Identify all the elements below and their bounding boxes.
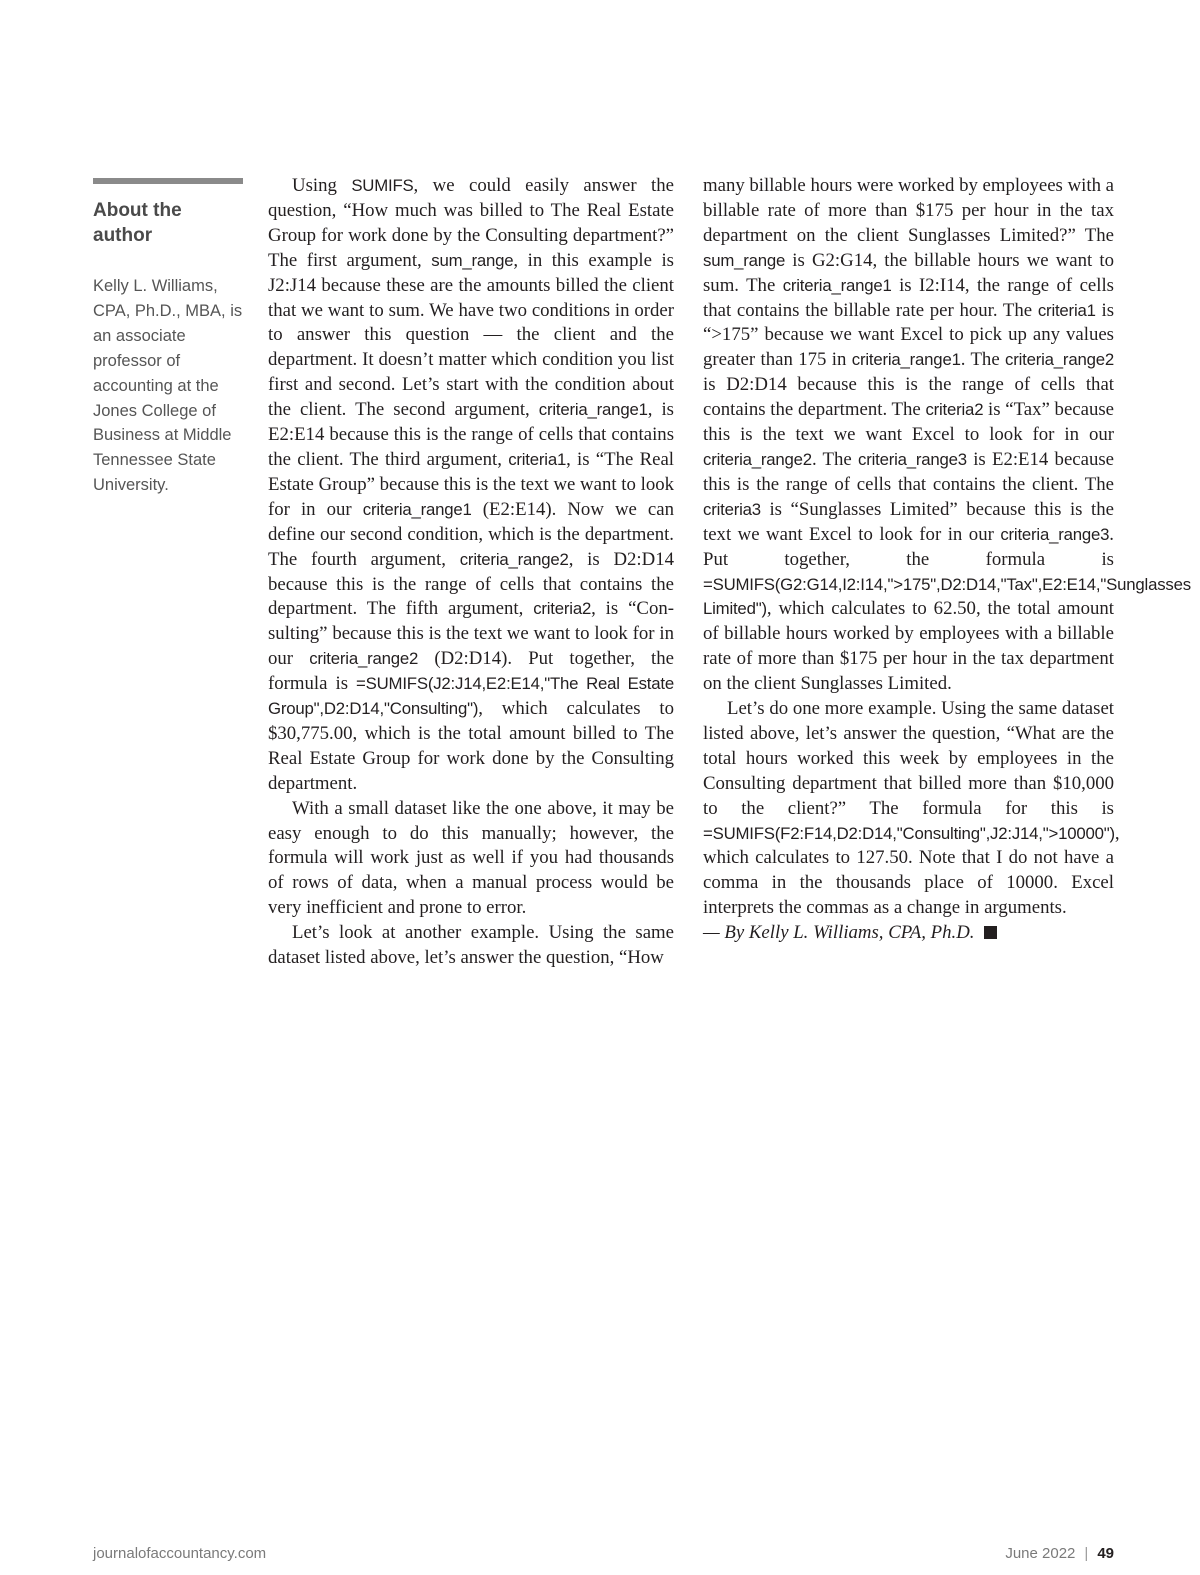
end-mark-icon [984, 926, 997, 939]
article-paragraph-continued: many billable hours were worked by employees with a billable rate of more than $175 per hour in the tax department on the client Sunglasses Limited?” The sum_range is G2:G14, the billable hours we want to sum. The criteria_range1 is I2:I14, the range of cells that contains the billable rate per hour. The criteria1 is “>175” because we want Excel to pick up any values greater than 175 in criteria_range1. The criteria_range2 is D2:D14 because this is the range of cells that contains the department. The criteria2 is “Tax” because this is the text we want Excel to look for in our criteria_range2. The criteria_range3 is E2:E14 because this is the range of cells that contains the client. The criteria3 is “Sunglasses Limited” because this is the text we want Excel to look for in our criteria_range3. Put together, the formula is =SUMIFS(G2:G14,I2:I14,">175",D2:D14,"Tax",E2:E14,"Sunglasses Limited"), which calculates to 62.50, the total amount of billable hours worked by employees with a billable rate of more than $175 per hour in the tax department on the client Sunglasses Limited. [703, 175, 1191, 695]
footer-site: journalofaccountancy.com [93, 1545, 267, 1562]
code-term: criteria_range2 [703, 449, 812, 469]
footer-right [1005, 1545, 1114, 1562]
code-term: criteria_range2 [309, 649, 419, 669]
code-term: =SUMIFS(F2:F14,D2:D14,"Consulting",J2:J14,">10000") [703, 823, 1115, 843]
code-term: criteria1 [508, 449, 567, 469]
article-column-1 [268, 174, 674, 971]
about-author-sidebar [93, 178, 243, 498]
author-bio: Kelly L. Williams, CPA, Ph.D., MBA, is an associate professor of accounting at the Jones College of Business at Middle Tennessee State University. [93, 277, 243, 495]
article-column-2 [703, 174, 1191, 946]
code-term: criteria3 [703, 499, 761, 519]
code-term: =SUMIFS(G2:G14,I2:I14,">175",D2:D14,"Tax",E2:E14,"Sunglasses Limited") [703, 574, 1191, 619]
footer-issue: June 2022 [1005, 1545, 1076, 1562]
code-term: criteria1 [1037, 300, 1096, 320]
code-term: =SUMIFS(J2:J14,E2:E14,"The Real Estate Group",D2:D14,"Consulting") [268, 674, 674, 719]
code-term: criteria2 [925, 400, 984, 420]
page-footer [93, 1545, 1114, 1567]
code-term: criteria_range1 [538, 400, 648, 420]
code-term: sum_range [703, 250, 786, 270]
code-term: criteria_range3 [1000, 524, 1110, 544]
code-term: sum_range [431, 250, 514, 270]
byline [703, 921, 1114, 946]
byline-text: — By Kelly L. Williams, CPA, Ph.D. [703, 922, 975, 944]
article-paragraph: With a small dataset like the one above, it may be easy enough to do this manually; however, the formula will work just as well if you had thousands of rows of data, when a manual process would be very inefficient and prone to error. [268, 797, 674, 919]
sidebar-title: About the author [93, 200, 182, 246]
code-term: criteria_range3 [858, 449, 967, 469]
article-paragraph: Let’s do one more example. Using the same dataset listed above, let’s answer the question, “What are the total hours worked this week by employees in the Consulting department that billed more than $10,000 to the client?” The formula for this is =SUMIFS(F2:F14,D2:D14,"Consulting",J2:J14,">10000"), which calculates to 127.50. Note that I do not have a comma in the thousands place of 10000. Excel interprets the commas as a change in arguments. [703, 698, 1120, 919]
article-paragraph: Using SUMIFS, we could easily answer the question, “How much was billed to The Real Estate Group for work done by the Consulting department?” The first argument, sum_range, in this example is J2:J14 because these are the amounts billed the client that we want to sum. We have two conditions in order to answer this question — the client and the department. It doesn’t matter which condition you list first and second. Let’s start with the condition about the client. The second argument, criteria_range1, is E2:E14 because this is the range of cells that contains the client. The third argument, criteria1, is “The Real Estate Group” because this is the text we want to look for in our criteria_range1 (E2:E14). Now we can define our second condition, which is the department. The fourth argument, criteria_range2, is D2:D14 because this is the range of cells that contains the department. The fifth argument, criteria2, is “Consulting” because this is the text we want to look for in our criteria_range2 (D2:D14). Put together, the formula is =SUMIFS(J2:J14,E2:E14,"The Real Estate Group",D2:D14,"Consulting"), which calculates to $30,775.00, which is the total amount billed to The Real Estate Group for work done by the Consulting department. [268, 175, 675, 794]
code-term: criteria_range2 [459, 549, 569, 569]
footer-separator: | [1084, 1545, 1089, 1562]
code-term: criteria_range1 [782, 275, 892, 295]
code-term: criteria_range2 [1005, 350, 1114, 370]
code-term: criteria2 [533, 599, 592, 619]
page-number: 49 [1097, 1545, 1114, 1562]
code-term: SUMIFS [351, 176, 414, 195]
article-paragraph: Let’s look at another example. Using the same dataset listed above, let’s answer the question, “How [268, 922, 674, 969]
code-term: criteria_range1 [851, 350, 961, 370]
code-term: criteria_range1 [362, 499, 472, 519]
sidebar-rule [93, 178, 243, 184]
